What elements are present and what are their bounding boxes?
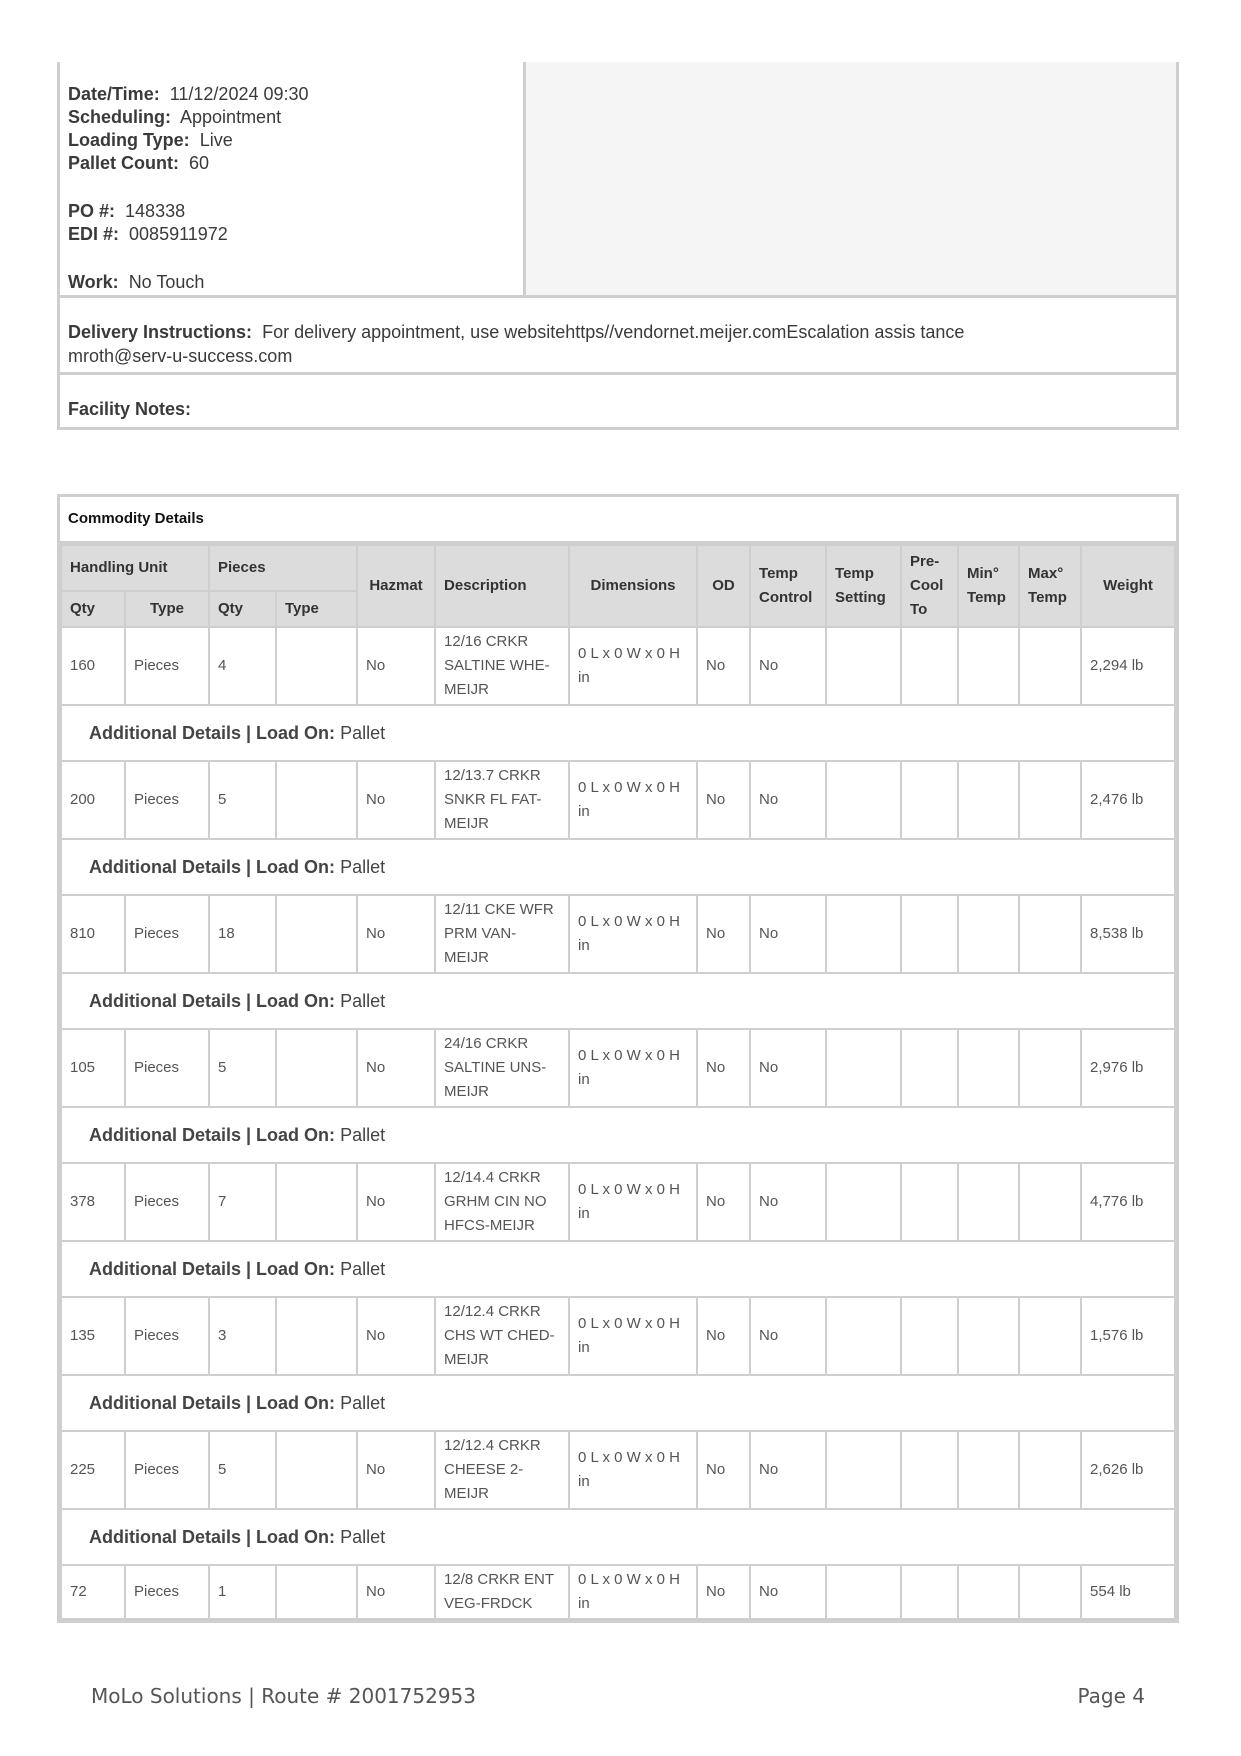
cell-precool <box>901 761 958 839</box>
additional-details-label: Additional Details | Load On: <box>89 1527 336 1547</box>
loading-type-label: Loading Type: <box>68 130 190 150</box>
additional-details-row <box>61 1241 1175 1297</box>
cell-weight: 4,776 lb <box>1081 1163 1175 1241</box>
cell-description: 24/16 CRKR SALTINE UNS-MEIJR <box>435 1029 569 1107</box>
cell-od: No <box>697 627 750 705</box>
load-on-value: Pallet <box>340 1393 386 1413</box>
cell-precool <box>901 1431 958 1509</box>
cell-pieces-qty: 5 <box>209 761 276 839</box>
table-row <box>61 1163 1175 1241</box>
cell-type: Pieces <box>125 1029 209 1107</box>
commodity-table <box>60 544 1176 1620</box>
additional-details-cell <box>61 1241 1175 1297</box>
cell-temp-control: No <box>750 1431 826 1509</box>
cell-temp-setting <box>826 761 901 839</box>
commodity-details-title: Commodity Details <box>60 497 1176 544</box>
cell-weight: 2,294 lb <box>1081 627 1175 705</box>
cell-dimensions: 0 L x 0 W x 0 H in <box>569 1565 697 1619</box>
cell-hazmat: No <box>357 1029 435 1107</box>
load-on-value: Pallet <box>340 1125 386 1145</box>
cell-temp-control: No <box>750 627 826 705</box>
additional-details-row <box>61 1107 1175 1163</box>
cell-min-temp <box>958 895 1019 973</box>
cell-dimensions: 0 L x 0 W x 0 H in <box>569 761 697 839</box>
shipment-info-box <box>57 62 1179 430</box>
header-description: Description <box>435 545 569 627</box>
cell-description: 12/11 CKE WFR PRM VAN-MEIJR <box>435 895 569 973</box>
cell-temp-control: No <box>750 1029 826 1107</box>
loading-type-line <box>68 130 233 151</box>
cell-weight: 1,576 lb <box>1081 1297 1175 1375</box>
cell-pieces-qty: 4 <box>209 627 276 705</box>
table-row <box>61 1297 1175 1375</box>
cell-precool <box>901 1163 958 1241</box>
additional-details-label: Additional Details | Load On: <box>89 1125 336 1145</box>
header-max-temp: Max° Temp <box>1019 545 1081 627</box>
commodity-details-table <box>57 494 1179 1623</box>
additional-details-cell <box>61 705 1175 761</box>
scheduling-label: Scheduling: <box>68 107 171 127</box>
pallet-count-label: Pallet Count: <box>68 153 179 173</box>
additional-details-row <box>61 705 1175 761</box>
header-pieces-qty: Qty <box>209 591 276 627</box>
edi-value: 0085911972 <box>129 224 228 244</box>
cell-precool <box>901 1029 958 1107</box>
cell-min-temp <box>958 1565 1019 1619</box>
cell-temp-setting <box>826 1431 901 1509</box>
cell-pieces-type <box>276 1163 357 1241</box>
pallet-count-value: 60 <box>189 153 210 173</box>
cell-min-temp <box>958 1431 1019 1509</box>
facility-notes-label: Facility Notes: <box>68 399 192 419</box>
shipment-info-right-panel <box>526 62 1176 295</box>
cell-temp-setting <box>826 1297 901 1375</box>
edi-line <box>68 224 228 245</box>
header-handling-qty: Qty <box>61 591 125 627</box>
footer-route: MoLo Solutions | Route # 2001752953 <box>91 1684 476 1708</box>
cell-description: 12/8 CRKR ENT VEG-FRDCK <box>435 1565 569 1619</box>
cell-type: Pieces <box>125 1431 209 1509</box>
cell-temp-control: No <box>750 1163 826 1241</box>
cell-type: Pieces <box>125 627 209 705</box>
cell-dimensions: 0 L x 0 W x 0 H in <box>569 627 697 705</box>
additional-details-label: Additional Details | Load On: <box>89 991 336 1011</box>
cell-min-temp <box>958 761 1019 839</box>
cell-od: No <box>697 895 750 973</box>
cell-qty: 225 <box>61 1431 125 1509</box>
cell-qty: 810 <box>61 895 125 973</box>
cell-dimensions: 0 L x 0 W x 0 H in <box>569 1431 697 1509</box>
cell-pieces-type <box>276 1029 357 1107</box>
cell-type: Pieces <box>125 1297 209 1375</box>
cell-pieces-type <box>276 627 357 705</box>
cell-type: Pieces <box>125 761 209 839</box>
load-on-value: Pallet <box>340 723 386 743</box>
cell-weight: 8,538 lb <box>1081 895 1175 973</box>
header-precool: Pre-Cool To <box>901 545 958 627</box>
cell-dimensions: 0 L x 0 W x 0 H in <box>569 1029 697 1107</box>
cell-temp-control: No <box>750 895 826 973</box>
cell-max-temp <box>1019 1163 1081 1241</box>
cell-min-temp <box>958 1297 1019 1375</box>
load-on-value: Pallet <box>340 1259 386 1279</box>
cell-max-temp <box>1019 1565 1081 1619</box>
header-handling-unit: Handling Unit <box>61 545 209 591</box>
delivery-instructions-value: For delivery appointment, use websitehttps//vendornet.meijer.comEscalation assis tance mroth@serv-u-success.com <box>68 322 965 366</box>
cell-temp-setting <box>826 895 901 973</box>
cell-description: 12/14.4 CRKR GRHM CIN NO HFCS-MEIJR <box>435 1163 569 1241</box>
cell-temp-control: No <box>750 761 826 839</box>
cell-pieces-qty: 18 <box>209 895 276 973</box>
cell-pieces-type <box>276 761 357 839</box>
cell-pieces-type <box>276 1431 357 1509</box>
cell-od: No <box>697 1297 750 1375</box>
cell-precool <box>901 1297 958 1375</box>
cell-temp-setting <box>826 1029 901 1107</box>
additional-details-label: Additional Details | Load On: <box>89 857 336 877</box>
cell-dimensions: 0 L x 0 W x 0 H in <box>569 1163 697 1241</box>
cell-weight: 2,976 lb <box>1081 1029 1175 1107</box>
delivery-instructions-text <box>68 320 968 368</box>
cell-pieces-qty: 5 <box>209 1431 276 1509</box>
cell-pieces-qty: 5 <box>209 1029 276 1107</box>
cell-hazmat: No <box>357 1565 435 1619</box>
additional-details-label: Additional Details | Load On: <box>89 1259 336 1279</box>
cell-max-temp <box>1019 761 1081 839</box>
cell-qty: 72 <box>61 1565 125 1619</box>
cell-weight: 2,626 lb <box>1081 1431 1175 1509</box>
cell-description: 12/12.4 CRKR CHEESE 2-MEIJR <box>435 1431 569 1509</box>
cell-hazmat: No <box>357 895 435 973</box>
scheduling-line <box>68 107 281 128</box>
work-line <box>68 272 204 293</box>
cell-precool <box>901 627 958 705</box>
header-temp-control: Temp Control <box>750 545 826 627</box>
cell-precool <box>901 1565 958 1619</box>
pallet-count-line <box>68 153 209 174</box>
cell-max-temp <box>1019 1029 1081 1107</box>
cell-type: Pieces <box>125 895 209 973</box>
commodity-rows <box>61 627 1175 1619</box>
cell-dimensions: 0 L x 0 W x 0 H in <box>569 1297 697 1375</box>
additional-details-cell <box>61 1107 1175 1163</box>
cell-hazmat: No <box>357 1431 435 1509</box>
cell-od: No <box>697 1565 750 1619</box>
cell-pieces-type <box>276 1565 357 1619</box>
header-dimensions: Dimensions <box>569 545 697 627</box>
additional-details-cell <box>61 839 1175 895</box>
loading-type-value: Live <box>199 130 233 150</box>
table-row <box>61 761 1175 839</box>
cell-temp-setting <box>826 1163 901 1241</box>
cell-weight: 554 lb <box>1081 1565 1175 1619</box>
cell-temp-control: No <box>750 1297 826 1375</box>
cell-od: No <box>697 761 750 839</box>
cell-qty: 160 <box>61 627 125 705</box>
cell-max-temp <box>1019 1297 1081 1375</box>
cell-pieces-qty: 3 <box>209 1297 276 1375</box>
cell-description: 12/13.7 CRKR SNKR FL FAT-MEIJR <box>435 761 569 839</box>
cell-min-temp <box>958 627 1019 705</box>
table-row <box>61 1029 1175 1107</box>
additional-details-cell <box>61 1509 1175 1565</box>
work-value: No Touch <box>128 272 205 292</box>
load-on-value: Pallet <box>340 991 386 1011</box>
cell-od: No <box>697 1029 750 1107</box>
cell-description: 12/16 CRKR SALTINE WHE-MEIJR <box>435 627 569 705</box>
header-min-temp: Min° Temp <box>958 545 1019 627</box>
delivery-instructions-label: Delivery Instructions: <box>68 322 253 342</box>
load-on-value: Pallet <box>340 1527 386 1547</box>
po-value: 148338 <box>125 201 186 221</box>
cell-od: No <box>697 1431 750 1509</box>
cell-type: Pieces <box>125 1565 209 1619</box>
cell-pieces-qty: 1 <box>209 1565 276 1619</box>
additional-details-cell <box>61 1375 1175 1431</box>
scheduling-value: Appointment <box>180 107 282 127</box>
table-row <box>61 1565 1175 1619</box>
additional-details-row <box>61 1375 1175 1431</box>
cell-min-temp <box>958 1163 1019 1241</box>
edi-label: EDI #: <box>68 224 120 244</box>
cell-temp-control: No <box>750 1565 826 1619</box>
cell-temp-setting <box>826 627 901 705</box>
po-label: PO #: <box>68 201 116 221</box>
cell-temp-setting <box>826 1565 901 1619</box>
cell-hazmat: No <box>357 1297 435 1375</box>
cell-max-temp <box>1019 895 1081 973</box>
header-pieces-type: Type <box>276 591 357 627</box>
table-row <box>61 895 1175 973</box>
cell-od: No <box>697 1163 750 1241</box>
datetime-value: 11/12/2024 09:30 <box>169 84 309 104</box>
cell-hazmat: No <box>357 761 435 839</box>
additional-details-row <box>61 839 1175 895</box>
footer-page-number: Page 4 <box>1077 1684 1145 1708</box>
cell-min-temp <box>958 1029 1019 1107</box>
header-od: OD <box>697 545 750 627</box>
load-on-value: Pallet <box>340 857 386 877</box>
cell-description: 12/12.4 CRKR CHS WT CHED-MEIJR <box>435 1297 569 1375</box>
cell-max-temp <box>1019 1431 1081 1509</box>
additional-details-row <box>61 973 1175 1029</box>
additional-details-label: Additional Details | Load On: <box>89 723 336 743</box>
cell-type: Pieces <box>125 1163 209 1241</box>
header-hazmat: Hazmat <box>357 545 435 627</box>
delivery-instructions-section <box>60 295 1176 375</box>
cell-pieces-qty: 7 <box>209 1163 276 1241</box>
table-row <box>61 1431 1175 1509</box>
shipment-info-left <box>60 62 526 295</box>
facility-notes-section <box>60 375 1176 427</box>
cell-hazmat: No <box>357 1163 435 1241</box>
datetime-line <box>68 84 309 105</box>
cell-precool <box>901 895 958 973</box>
cell-qty: 200 <box>61 761 125 839</box>
additional-details-cell <box>61 973 1175 1029</box>
cell-qty: 105 <box>61 1029 125 1107</box>
cell-qty: 378 <box>61 1163 125 1241</box>
cell-max-temp <box>1019 627 1081 705</box>
header-pieces: Pieces <box>209 545 357 591</box>
header-temp-setting: Temp Setting <box>826 545 901 627</box>
additional-details-row <box>61 1509 1175 1565</box>
cell-dimensions: 0 L x 0 W x 0 H in <box>569 895 697 973</box>
po-line <box>68 201 185 222</box>
cell-qty: 135 <box>61 1297 125 1375</box>
cell-hazmat: No <box>357 627 435 705</box>
table-row <box>61 627 1175 705</box>
header-handling-type: Type <box>125 591 209 627</box>
cell-pieces-type <box>276 1297 357 1375</box>
header-weight: Weight <box>1081 545 1175 627</box>
additional-details-label: Additional Details | Load On: <box>89 1393 336 1413</box>
cell-pieces-type <box>276 895 357 973</box>
cell-weight: 2,476 lb <box>1081 761 1175 839</box>
datetime-label: Date/Time: <box>68 84 160 104</box>
work-label: Work: <box>68 272 119 292</box>
